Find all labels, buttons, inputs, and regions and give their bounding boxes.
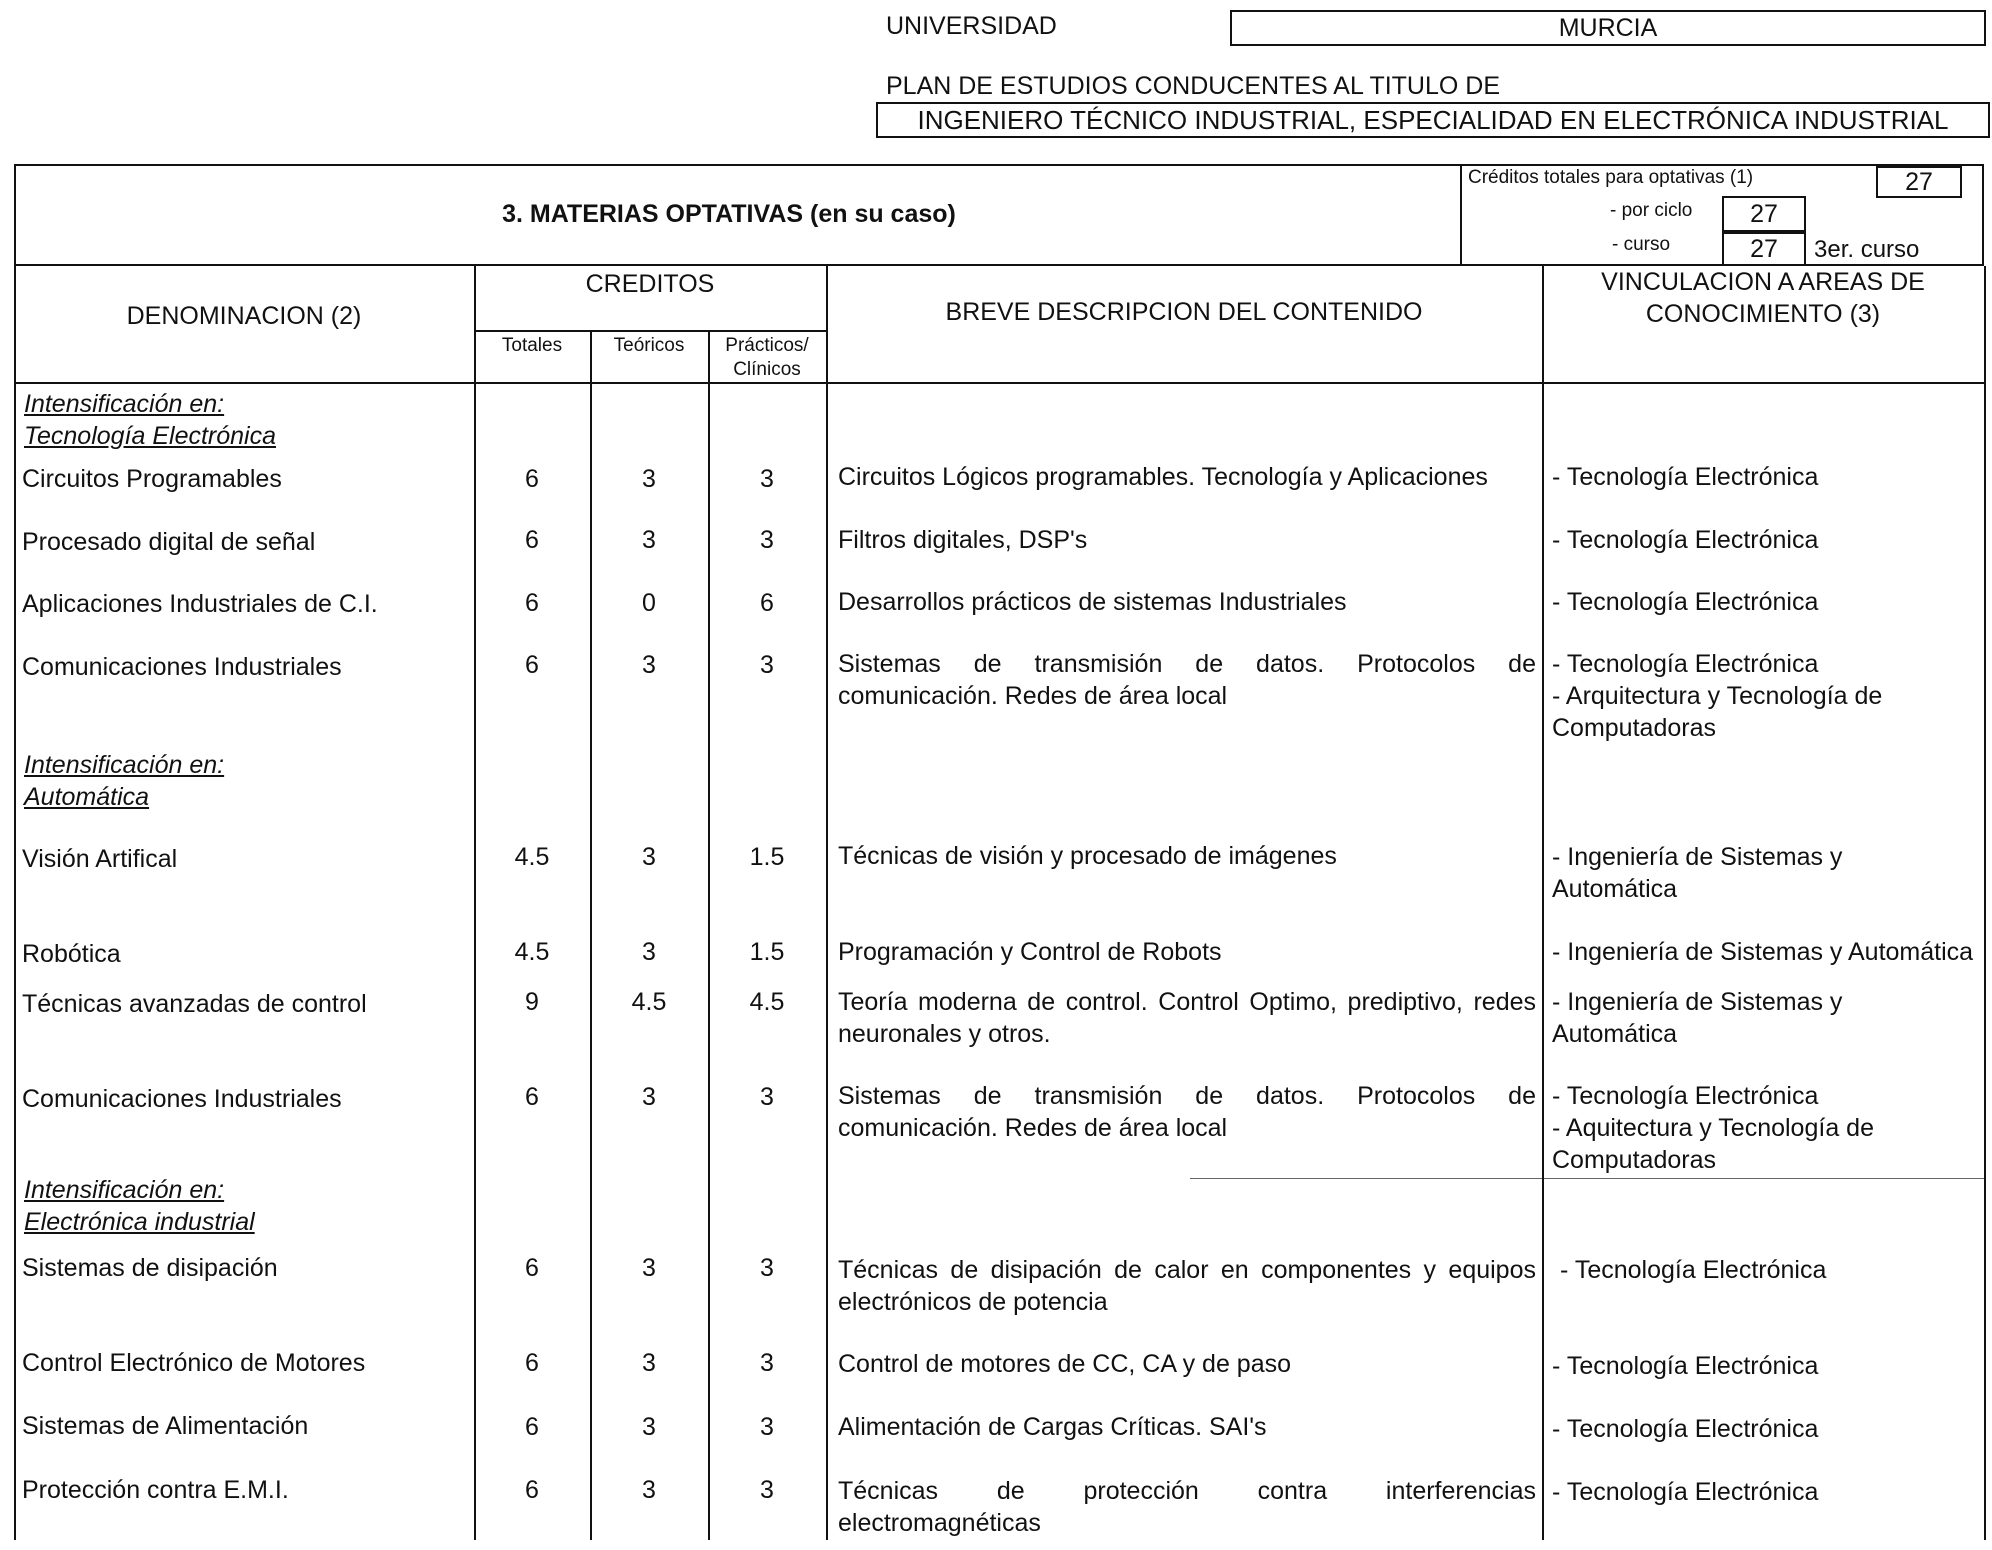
credits-total: 6: [525, 465, 539, 493]
col-line-right: [1984, 266, 1986, 1540]
credits-theory: 3: [642, 843, 656, 871]
credits-total: 6: [525, 526, 539, 554]
column-practicos-2: Clínicos: [733, 359, 801, 380]
knowledge-area: - Tecnología Electrónica: [1552, 588, 1819, 616]
col-line-areas: [1542, 266, 1544, 1540]
subject-name: Circuitos Programables: [22, 465, 282, 493]
knowledge-area: - Tecnología Electrónica: [1552, 1415, 1819, 1443]
credits-practice: 1.5: [749, 843, 785, 871]
subject-description: Técnicas de visión y procesado de imágenes: [838, 842, 1337, 870]
credits-total: 4.5: [514, 843, 550, 871]
subject-description: Desarrollos prácticos de sistemas Industriales: [838, 588, 1347, 616]
column-creditos: CREDITOS: [585, 270, 715, 298]
section-title: 3. MATERIAS OPTATIVAS (en su caso): [502, 200, 956, 228]
credits-practice: 3: [760, 1476, 774, 1504]
credits-theory: 4.5: [631, 988, 667, 1016]
section-heading: Automática: [24, 783, 150, 811]
subject-description: Teoría moderna de control. Control Optimo, prediptivo, redes neuronales y otros.: [838, 988, 1536, 1048]
section-heading: Intensificación en:: [24, 1176, 225, 1204]
col-line-descripcion: [826, 266, 828, 1540]
credits-total: 9: [525, 988, 539, 1016]
area-partial-rule: [1190, 1178, 1984, 1179]
col-line-left: [14, 266, 16, 1540]
section-heading: Tecnología Electrónica: [24, 422, 277, 450]
section-heading: Intensificación en:: [24, 390, 225, 418]
section-heading: Electrónica industrial: [24, 1208, 255, 1236]
knowledge-area: - Tecnología Electrónica: [1552, 1082, 1819, 1110]
credits-total: 6: [525, 1476, 539, 1504]
credits-practice: 3: [760, 1254, 774, 1282]
credits-total: 6: [525, 589, 539, 617]
subject-name: Robótica: [22, 940, 121, 968]
degree-title: INGENIERO TÉCNICO INDUSTRIAL, ESPECIALIDAD EN ELECTRÓNICA INDUSTRIAL: [876, 102, 1990, 138]
credits-total: 6: [525, 1254, 539, 1282]
knowledge-area: - Tecnología Electrónica: [1552, 463, 1819, 491]
subject-name: Comunicaciones Industriales: [22, 653, 342, 681]
credits-theory: 3: [642, 526, 656, 554]
subject-name: Aplicaciones Industriales de C.I.: [22, 590, 378, 618]
knowledge-area: - Tecnología Electrónica: [1552, 1352, 1819, 1380]
subject-name: Sistemas de Alimentación: [22, 1412, 309, 1440]
section-divider: [1460, 164, 1462, 266]
course-value: 27: [1722, 232, 1806, 266]
credits-total: 6: [525, 1083, 539, 1111]
credits-total-value: 27: [1876, 166, 1962, 198]
knowledge-area: - Tecnología Electrónica: [1552, 1478, 1819, 1506]
credits-theory: 0: [642, 589, 656, 617]
subject-description: Control de motores de CC, CA y de paso: [838, 1350, 1292, 1378]
credits-practice: 3: [760, 465, 774, 493]
subject-name: Protección contra E.M.I.: [22, 1476, 289, 1504]
credits-theory: 3: [642, 1083, 656, 1111]
credits-theory: 3: [642, 1476, 656, 1504]
subject-name: Sistemas de disipación: [22, 1254, 278, 1282]
course-label: - curso: [1612, 234, 1671, 255]
credits-practice: 4.5: [749, 988, 785, 1016]
per-cycle-value: 27: [1722, 196, 1806, 232]
column-descripcion: BREVE DESCRIPCION DEL CONTENIDO: [945, 298, 1423, 326]
knowledge-area: - Ingeniería de Sistemas y Automática: [1552, 843, 1843, 903]
credits-practice: 6: [760, 589, 774, 617]
knowledge-area: - Aquitectura y Tecnología de Computadoras: [1552, 1114, 1874, 1174]
subject-description: Circuitos Lógicos programables. Tecnología y Aplicaciones: [838, 463, 1488, 491]
credits-theory: 3: [642, 1254, 656, 1282]
knowledge-area: - Ingeniería de Sistemas y Automática: [1552, 988, 1843, 1048]
credits-total: 6: [525, 1413, 539, 1441]
subject-name: Técnicas avanzadas de control: [22, 990, 367, 1018]
credits-practice: 3: [760, 1083, 774, 1111]
subject-description: Alimentación de Cargas Críticas. SAI's: [838, 1413, 1267, 1441]
subject-description: Sistemas de transmisión de datos. Protocolos de comunicación. Redes de área local: [838, 1082, 1536, 1142]
university-label: UNIVERSIDAD: [886, 12, 1057, 40]
knowledge-area: - Ingeniería de Sistemas y Automática: [1552, 938, 1974, 966]
credits-sub-rule: [474, 330, 826, 332]
knowledge-area: - Tecnología Electrónica: [1552, 650, 1819, 678]
subject-description: Técnicas de disipación de calor en componentes y equipos electrónicos de potencia: [838, 1256, 1536, 1316]
knowledge-area: - Arquitectura y Tecnología de Computadoras: [1552, 682, 1883, 742]
column-vinculacion-1: VINCULACION A AREAS DE: [1601, 268, 1925, 296]
credits-theory: 3: [642, 1349, 656, 1377]
course-note: 3er. curso: [1814, 236, 1920, 263]
subject-name: Procesado digital de señal: [22, 528, 316, 556]
credits-practice: 3: [760, 651, 774, 679]
subject-name: Comunicaciones Industriales: [22, 1085, 342, 1113]
credits-total: 4.5: [514, 938, 550, 966]
column-practicos-1: Prácticos/: [725, 335, 809, 356]
column-header-rule: [14, 382, 1984, 384]
university-value: MURCIA: [1230, 10, 1986, 46]
column-totales: Totales: [501, 335, 563, 356]
subject-name: Visión Artifical: [22, 845, 178, 873]
credits-theory: 3: [642, 938, 656, 966]
subject-description: Filtros digitales, DSP's: [838, 526, 1088, 554]
credits-practice: 1.5: [749, 938, 785, 966]
credits-practice: 3: [760, 526, 774, 554]
section-heading: Intensificación en:: [24, 751, 225, 779]
plan-label: PLAN DE ESTUDIOS CONDUCENTES AL TITULO DE: [886, 72, 1501, 100]
credits-total-label: Créditos totales para optativas (1): [1468, 167, 1754, 188]
column-denominacion: DENOMINACION (2): [126, 302, 362, 330]
column-teoricos: Teóricos: [613, 335, 685, 356]
credits-theory: 3: [642, 465, 656, 493]
subject-name: Control Electrónico de Motores: [22, 1349, 366, 1377]
credits-practice: 3: [760, 1413, 774, 1441]
per-cycle-label: - por ciclo: [1610, 200, 1693, 221]
credits-total: 6: [525, 651, 539, 679]
credits-total: 6: [525, 1349, 539, 1377]
column-vinculacion-2: CONOCIMIENTO (3): [1645, 300, 1881, 328]
credits-theory: 3: [642, 1413, 656, 1441]
knowledge-area: - Tecnología Electrónica: [1552, 526, 1819, 554]
knowledge-area: - Tecnología Electrónica: [1560, 1256, 1827, 1284]
subject-description: Técnicas de protección contra interferencias electromagnéticas: [838, 1477, 1536, 1537]
subject-description: Sistemas de transmisión de datos. Protocolos de comunicación. Redes de área local: [838, 650, 1536, 710]
credits-theory: 3: [642, 651, 656, 679]
subject-description: Programación y Control de Robots: [838, 938, 1222, 966]
credits-practice: 3: [760, 1349, 774, 1377]
